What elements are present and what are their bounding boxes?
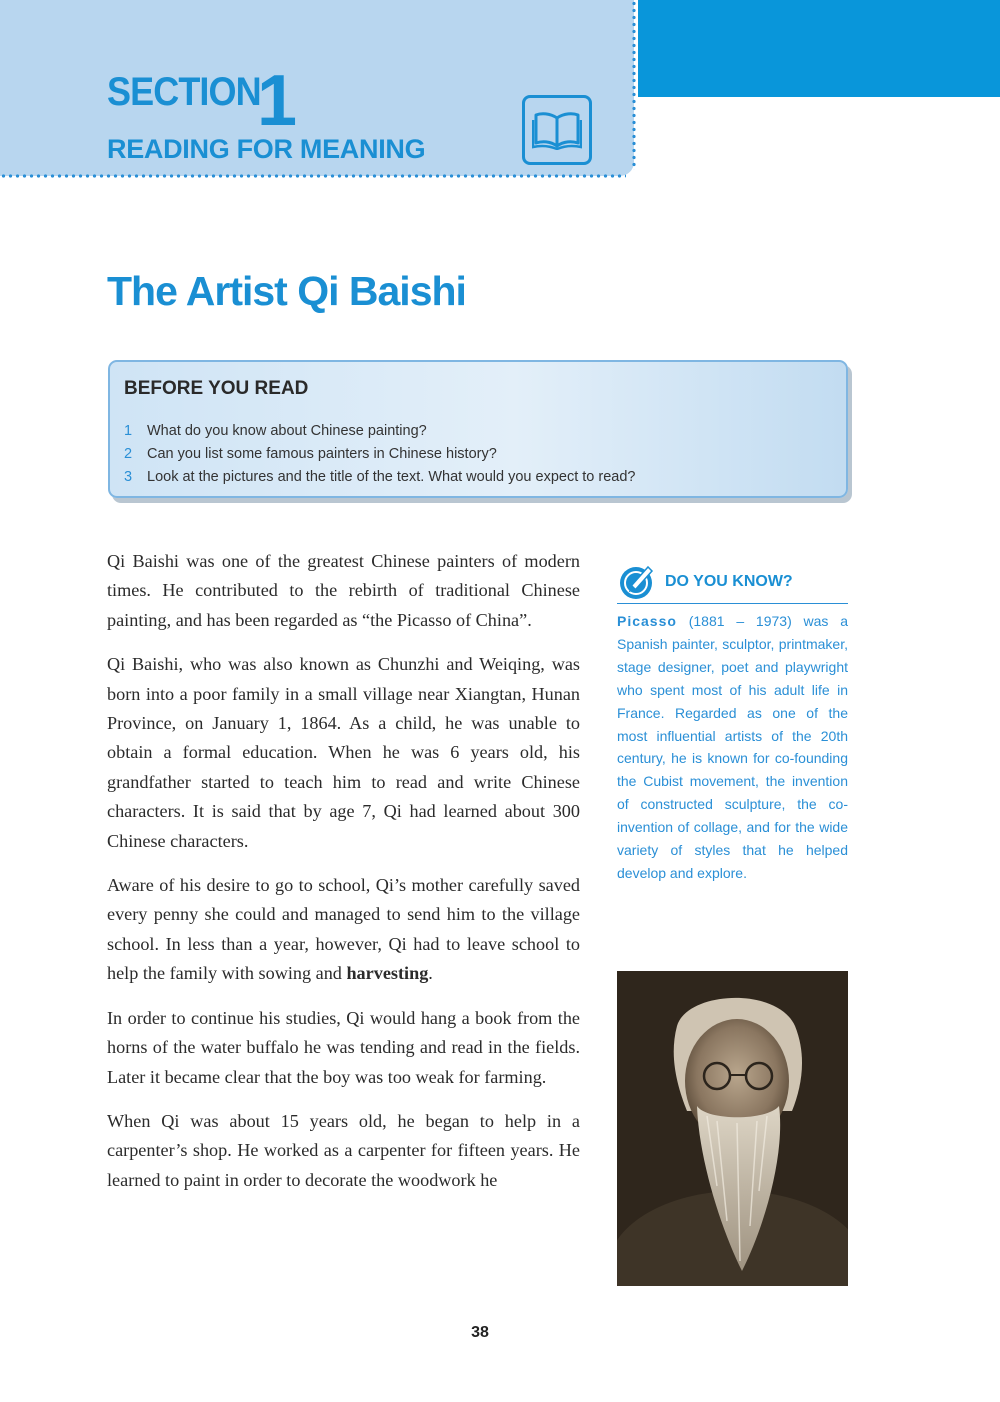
paragraph: Aware of his desire to go to school, Qi’s mother carefully saved every penny she could and managed to send him to the village school. In less than a year, however, Qi had to leave school to help the family with sowing and harvesting. bbox=[107, 875, 580, 984]
question-item: 1 What do you know about Chinese painting? bbox=[124, 423, 427, 439]
vocabulary-word: harvesting bbox=[346, 963, 429, 984]
do-you-know-box bbox=[617, 561, 848, 885]
paragraph: When Qi was about 15 years old, he began to help in a carpenter’s shop. He worked as a carpenter for fifteen years. He learned to paint in order to decorate the woodwork he bbox=[107, 1110, 580, 1190]
dotted-border-right bbox=[632, 0, 636, 170]
paragraph: In order to continue his studies, Qi would hang a book from the horns of the water buffalo he was tending and read in the fields. Later it became clear that the boy was too weak for farming. bbox=[107, 1007, 580, 1087]
page-title: The Artist Qi Baishi bbox=[107, 268, 466, 314]
section-subtitle: READING FOR MEANING bbox=[107, 134, 426, 164]
pencil-badge-icon bbox=[617, 561, 657, 601]
section-label bbox=[107, 61, 298, 141]
highlight-name: Picasso bbox=[617, 613, 677, 629]
dotted-border-bottom bbox=[0, 174, 626, 178]
reading-text bbox=[107, 547, 580, 1210]
paragraph: Qi Baishi, who was also known as Chunzhi and Weiqing, was born into a poor family in a small village near Xiangtan, Hunan Province, on January 1, 1864. As a child, he was unable to obtain a formal education. When he was 6 years old, his grandfather started to teach him to read and write Chinese characters. It is said that by age 7, Qi had learned about 300 Chinese characters. bbox=[107, 654, 580, 851]
portrait-photo bbox=[617, 971, 848, 1286]
before-you-read-box bbox=[108, 360, 848, 498]
question-list bbox=[124, 420, 635, 489]
before-you-read-heading: BEFORE YOU READ bbox=[124, 378, 309, 399]
do-you-know-header bbox=[617, 561, 848, 604]
section-word: SECTION bbox=[107, 70, 261, 114]
do-you-know-heading: DO YOU KNOW? bbox=[665, 573, 793, 590]
paragraph: Qi Baishi was one of the greatest Chinese painters of modern times. He contributed to the rebirth of traditional Chinese painting, and has been regarded as “the Picasso of China”. bbox=[107, 551, 580, 630]
open-book-icon bbox=[522, 95, 592, 165]
header-accent-block bbox=[638, 0, 1000, 97]
question-item: 2 Can you list some famous painters in Chinese history? bbox=[124, 446, 497, 462]
section-number: 1 bbox=[257, 61, 298, 141]
page-number: 38 bbox=[471, 1324, 489, 1341]
question-item: 3 Look at the pictures and the title of the text. What would you expect to read? bbox=[124, 469, 636, 485]
do-you-know-text: Picasso (1881 – 1973) was a Spanish painter, sculptor, printmaker, stage designer, poet and playwright who spent most of his adult life in France. Regarded as one of the most influential artists of the 20th century, he is known for co-founding the Cubist movement, the invention of constructed sculpture, the co-invention of collage, and for the wide variety of styles that he helped develop and explore. bbox=[617, 613, 848, 881]
